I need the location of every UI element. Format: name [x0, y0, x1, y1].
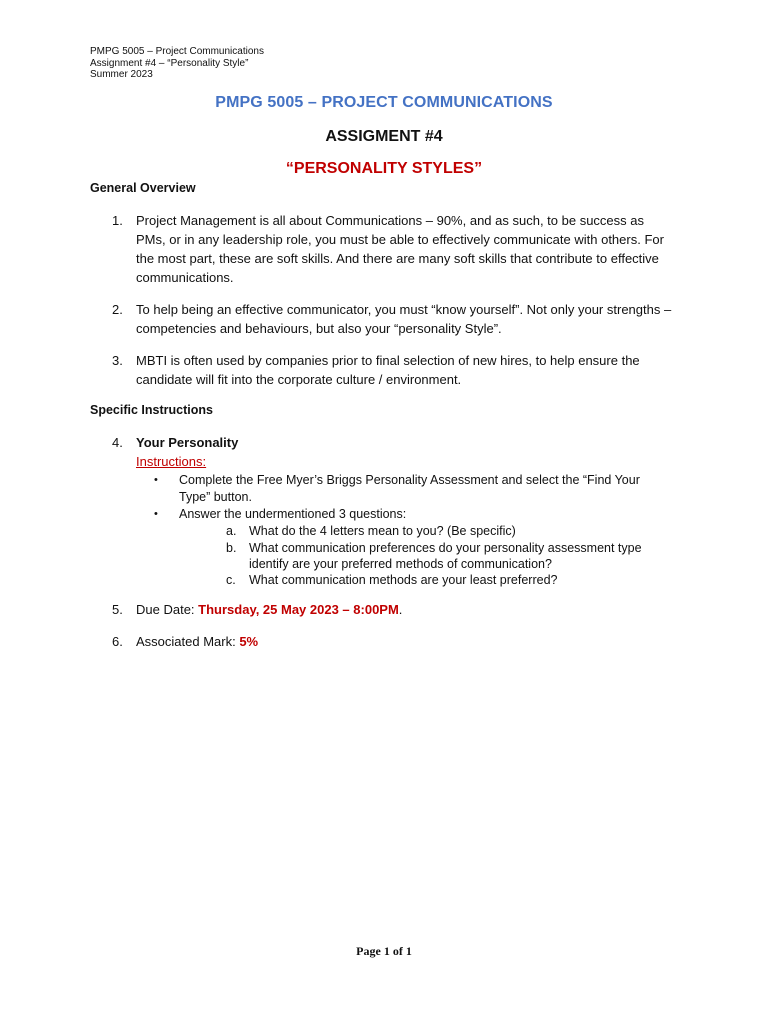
- associated-mark-value: 5%: [239, 634, 259, 649]
- list-item-number: 6.: [112, 634, 123, 649]
- footer-page-word: Page: [356, 944, 384, 958]
- footer-of-word: of: [389, 944, 406, 958]
- list-item-number: 3.: [112, 353, 123, 368]
- bullet-icon: •: [154, 508, 158, 520]
- due-date-value: Thursday, 25 May 2023 – 8:00PM: [198, 602, 399, 617]
- question-letter: b.: [226, 541, 237, 555]
- question-letter: c.: [226, 573, 236, 587]
- course-title: PMPG 5005 – PROJECT COMMUNICATIONS: [215, 94, 553, 111]
- list-item-number: 1.: [112, 213, 123, 228]
- assignment-title: ASSIGMENT #4: [325, 128, 443, 145]
- your-personality-title: Your Personality: [136, 435, 239, 450]
- list-item-number: 4.: [112, 435, 123, 450]
- header-course-line: PMPG 5005 – Project Communications: [90, 46, 264, 57]
- question-text: What do the 4 letters mean to you? (Be specific): [249, 524, 516, 538]
- list-item-text: Project Management is all about Communications – 90%, and as such, to be success as PMs, or in any leadership role, you must be able to effectively communicate with others. For the most part, these are soft skills. And there are many soft skills that contribute to effective communications.: [136, 213, 664, 285]
- question-text: What communication preferences do your personality assessment type identify are your preferred methods of communication?: [249, 541, 642, 571]
- associated-mark-label: Associated Mark:: [136, 634, 240, 649]
- question-text: What communication methods are your least preferred?: [249, 573, 558, 587]
- running-header: [90, 46, 264, 81]
- list-item-number: 2.: [112, 302, 123, 317]
- list-item-number: 5.: [112, 602, 123, 617]
- bullet-text: Answer the undermentioned 3 questions:: [179, 507, 407, 521]
- page-number-footer: [0, 944, 768, 959]
- instructions-colon: :: [202, 454, 207, 469]
- footer-total-pages: 1: [405, 944, 412, 958]
- topic-title: “PERSONALITY STYLES”: [285, 160, 483, 177]
- specific-instructions-heading: Specific Instructions: [90, 403, 213, 417]
- due-date-suffix: .: [398, 602, 403, 617]
- bullet-icon: •: [154, 474, 158, 486]
- instructions-label: Instructions: [136, 454, 203, 469]
- bullet-text: Complete the Free Myer’s Briggs Personality Assessment and select the “Find Your Type” button.: [179, 473, 640, 504]
- general-overview-heading: General Overview: [90, 181, 196, 195]
- question-letter: a.: [226, 524, 237, 538]
- footer-current-page: 1: [383, 944, 390, 958]
- list-item-text: MBTI is often used by companies prior to final selection of new hires, to help ensure the candidate will fit into the corporate culture / environment.: [136, 353, 640, 387]
- header-assignment-line: Assignment #4 – “Personality Style”: [90, 57, 249, 69]
- due-date-label: Due Date:: [136, 602, 199, 617]
- header-term-line: Summer 2023: [90, 69, 153, 80]
- list-item-text: To help being an effective communicator, you must “know yourself”. Not only your strengths – competencies and behaviours, but also your “personality Style”.: [136, 302, 672, 336]
